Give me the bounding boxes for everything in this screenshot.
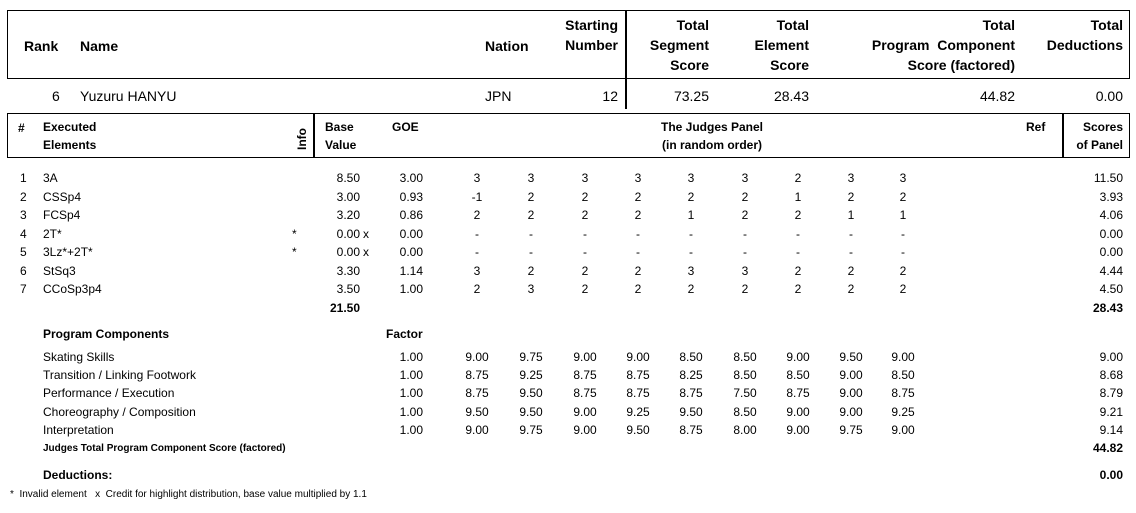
starting-l1: Starting	[565, 17, 618, 33]
judge-score: 8.75	[626, 386, 650, 401]
elements-header-box	[7, 113, 1130, 158]
element-base-value: 0.00	[336, 226, 360, 241]
scores-l1: Scores	[1082, 120, 1123, 134]
judge-score: 8.50	[733, 368, 757, 383]
judge-score: 9.25	[891, 404, 915, 419]
element-panel-score: 4.06	[1099, 208, 1123, 222]
factor-header: Factor	[386, 327, 423, 341]
skater-starting-number: 12	[602, 88, 618, 104]
num-header: #	[18, 121, 25, 135]
judge-score: 9.75	[519, 422, 543, 437]
component-factor: 1.00	[399, 422, 423, 437]
judge-score: 2	[847, 282, 855, 296]
element-base-value: 3.30	[336, 263, 360, 278]
judge-score: 9.00	[786, 350, 810, 364]
skater-nation: JPN	[485, 88, 512, 104]
judge-score: 2	[581, 282, 589, 296]
judge-score: 3	[687, 263, 695, 278]
element-bonus-marker: x	[363, 226, 369, 241]
element-goe: 3.00	[399, 171, 423, 185]
starting-l2: Number	[565, 37, 618, 53]
pcs-l3: Score (factored)	[907, 57, 1015, 73]
component-panel-score: 9.00	[1099, 350, 1123, 364]
judge-score: 3	[473, 263, 481, 278]
judge-score: 8.50	[891, 368, 915, 383]
component-name: Performance / Execution	[43, 386, 175, 401]
judge-score: 2	[899, 263, 907, 278]
element-name: StSq3	[43, 263, 76, 278]
element-base-value: 3.00	[336, 189, 360, 204]
judge-score: 9.00	[465, 350, 489, 364]
judge-score: 3	[741, 171, 749, 185]
component-factor: 1.00	[399, 386, 423, 401]
judge-score: 9.25	[626, 404, 650, 419]
tes-l3: Score	[770, 57, 809, 73]
base-l1: Base	[325, 120, 354, 134]
judge-score: 2	[634, 263, 642, 278]
element-name: 3Lz*+2T*	[43, 245, 93, 259]
component-panel-score: 8.68	[1099, 368, 1123, 383]
judge-score: -	[636, 226, 640, 241]
element-number: 7	[20, 282, 27, 296]
element-base-value: 3.20	[336, 208, 360, 222]
component-panel-score: 8.79	[1099, 386, 1123, 401]
element-goe: 0.86	[399, 208, 423, 222]
components-title: Program Components	[43, 327, 170, 341]
element-bonus-marker: x	[363, 245, 369, 259]
base-value-header	[325, 118, 356, 154]
scores-of-panel-header	[1064, 118, 1123, 154]
element-number: 3	[20, 208, 27, 222]
judge-score: -	[796, 245, 800, 259]
judge-score: 2	[473, 282, 481, 296]
element-name: CCoSp3p4	[43, 282, 102, 296]
judges-panel-header	[612, 118, 812, 154]
tes-l1: Total	[776, 17, 809, 33]
judge-score: 8.75	[465, 386, 489, 401]
judge-score: 8.50	[733, 404, 757, 419]
judge-score: 2	[741, 189, 749, 204]
judge-score: 3	[473, 171, 481, 185]
judge-score: 8.75	[679, 422, 703, 437]
deductions-label: Deductions:	[43, 468, 113, 482]
judge-score: -1	[471, 189, 483, 204]
judge-score: 9.00	[839, 368, 863, 383]
judge-score: 2	[527, 189, 535, 204]
judge-score: 2	[581, 263, 589, 278]
element-number: 6	[20, 263, 27, 278]
judge-score: -	[849, 226, 853, 241]
judge-score: -	[529, 245, 533, 259]
skater-element-score: 28.43	[773, 88, 809, 104]
element-score-header	[730, 15, 809, 75]
judge-score: -	[796, 226, 800, 241]
component-factor: 1.00	[399, 350, 423, 364]
judge-score: 8.75	[679, 386, 703, 401]
judge-score: 3	[527, 171, 535, 185]
component-panel-score: 9.14	[1099, 422, 1123, 437]
judge-score: 1	[899, 208, 907, 222]
judge-score: 2	[847, 189, 855, 204]
rank-header: Rank	[24, 38, 59, 54]
judge-score: 9.50	[679, 404, 703, 419]
judge-score: 2	[741, 208, 749, 222]
segment-score-header	[630, 15, 709, 75]
judge-score: -	[475, 245, 479, 259]
judge-score: 9.00	[891, 422, 915, 437]
judge-score: 9.00	[573, 350, 597, 364]
skater-deductions: 0.00	[1095, 88, 1123, 104]
component-name: Choreography / Composition	[43, 404, 196, 419]
element-number: 1	[20, 171, 27, 185]
element-info: *	[292, 245, 297, 259]
judge-score: 2	[527, 263, 535, 278]
elements-score-total: 28.43	[1092, 301, 1123, 315]
judge-score: 9.25	[519, 368, 543, 383]
element-goe: 1.14	[399, 263, 423, 278]
component-factor: 1.00	[399, 368, 423, 383]
judge-score: 2	[687, 282, 695, 296]
pcs-l1: Total	[982, 17, 1015, 33]
judge-score: 8.25	[679, 368, 703, 383]
judge-score: 8.75	[626, 368, 650, 383]
deductions-value: 0.00	[1099, 468, 1123, 482]
component-name: Interpretation	[43, 422, 114, 437]
element-panel-score: 4.50	[1099, 282, 1123, 296]
judge-score: 2	[634, 282, 642, 296]
elements-base-total: 21.50	[329, 301, 360, 315]
element-goe: 1.00	[399, 282, 423, 296]
goe-header: GOE	[392, 120, 419, 134]
judge-score: 3	[741, 263, 749, 278]
judge-score: 8.75	[891, 386, 915, 401]
judge-score: -	[901, 226, 905, 241]
element-goe: 0.93	[399, 189, 423, 204]
judge-score: -	[689, 226, 693, 241]
judge-score: 2	[527, 208, 535, 222]
component-panel-score: 9.21	[1099, 404, 1123, 419]
judge-score: 9.50	[519, 386, 543, 401]
judge-score: 2	[794, 208, 802, 222]
executed-l1: Executed	[43, 120, 97, 134]
executed-l2: Elements	[43, 138, 97, 152]
footnote	[10, 488, 367, 502]
element-name: 3A	[43, 171, 58, 185]
judge-score: 9.00	[839, 386, 863, 401]
judge-score: -	[583, 245, 587, 259]
judge-score: 3	[527, 282, 535, 296]
judge-score: 1	[847, 208, 855, 222]
skater-component-score: 44.82	[979, 88, 1015, 104]
element-name: 2T*	[43, 226, 62, 241]
footnote-x-text: Credit for highlight distribution, base value multiplied by 1.1	[105, 489, 367, 500]
judge-score: 2	[847, 263, 855, 278]
element-panel-score: 11.50	[1093, 171, 1123, 185]
nation-header: Nation	[485, 38, 529, 54]
pcs-l2: Program Component	[871, 37, 1015, 53]
judge-score: 2	[687, 189, 695, 204]
executed-elements-header	[43, 118, 96, 154]
judge-score: 2	[899, 282, 907, 296]
element-number: 5	[20, 245, 27, 259]
components-total-label: Judges Total Program Component Score (factored)	[43, 443, 286, 454]
panel-l2: (in random order)	[661, 138, 762, 152]
footnote-x: x	[95, 489, 101, 500]
judge-score: 9.50	[839, 350, 863, 364]
judge-score: 9.50	[626, 422, 650, 437]
footnote-star: *	[10, 489, 14, 500]
judge-score: 2	[634, 189, 642, 204]
component-score-header	[840, 15, 1015, 75]
judge-score: 1	[687, 208, 695, 222]
element-name: CSSp4	[43, 189, 82, 204]
judge-score: 8.75	[573, 386, 597, 401]
judge-score: 3	[581, 171, 589, 185]
judge-score: 3	[847, 171, 855, 185]
judge-score: 2	[794, 171, 802, 185]
base-l2: Value	[325, 138, 357, 152]
skater-segment-score: 73.25	[673, 88, 709, 104]
judge-score: 2	[794, 282, 802, 296]
judge-score: 2	[741, 282, 749, 296]
element-base-value: 3.50	[336, 282, 360, 296]
components-total: 44.82	[1092, 441, 1123, 455]
ded-l1: Total	[1090, 17, 1123, 33]
judge-score: 2	[581, 208, 589, 222]
info-header: Info	[295, 128, 309, 150]
judge-score: 9.00	[786, 422, 810, 437]
element-panel-score: 0.00	[1099, 245, 1123, 259]
judge-score: -	[689, 245, 693, 259]
judge-score: 8.50	[679, 350, 703, 364]
component-factor: 1.00	[399, 404, 423, 419]
judge-score: 9.00	[465, 422, 489, 437]
judge-score: 3	[634, 171, 642, 185]
judge-score: 9.50	[465, 404, 489, 419]
tss-l1: Total	[676, 17, 709, 33]
scores-l2: of Panel	[1076, 138, 1123, 152]
component-name: Transition / Linking Footwork	[43, 368, 196, 383]
name-header: Name	[80, 38, 119, 54]
judge-score: 2	[581, 189, 589, 204]
judge-score: -	[743, 245, 747, 259]
judge-score: 8.50	[786, 368, 810, 383]
judge-score: -	[901, 245, 905, 259]
footnote-star-text: Invalid element	[19, 489, 87, 500]
judge-score: -	[849, 245, 853, 259]
tes-l2: Element	[754, 37, 809, 53]
judge-score: -	[583, 226, 587, 241]
judge-score: -	[475, 226, 479, 241]
ded-l2: Deductions	[1046, 37, 1123, 53]
judge-score: 7.50	[733, 386, 757, 401]
element-base-value: 0.00	[336, 245, 360, 259]
element-panel-score: 3.93	[1099, 189, 1123, 204]
judge-score: 8.75	[573, 368, 597, 383]
element-name: FCSp4	[43, 208, 81, 222]
judge-score: 3	[687, 171, 695, 185]
judge-score: 2	[899, 189, 907, 204]
judge-score: 9.75	[839, 422, 863, 437]
judge-score: 9.00	[786, 404, 810, 419]
judge-score: 1	[794, 189, 802, 204]
element-panel-score: 4.44	[1099, 263, 1123, 278]
element-goe: 0.00	[399, 226, 423, 241]
info-divider	[313, 113, 315, 158]
judge-score: 9.00	[839, 404, 863, 419]
element-goe: 0.00	[399, 245, 423, 259]
judge-score: 9.00	[626, 350, 650, 364]
judge-score: -	[529, 226, 533, 241]
element-panel-score: 0.00	[1099, 226, 1123, 241]
judge-score: 3	[899, 171, 907, 185]
tss-l3: Score	[670, 57, 709, 73]
judge-score: 2	[634, 208, 642, 222]
ref-header: Ref	[1026, 120, 1046, 134]
skater-name: Yuzuru HANYU	[80, 88, 177, 104]
judge-score: 9.75	[519, 350, 543, 364]
element-info: *	[292, 226, 297, 241]
starting-number-header	[540, 15, 618, 55]
judge-score: -	[743, 226, 747, 241]
element-number: 2	[20, 189, 27, 204]
element-number: 4	[20, 226, 27, 241]
judge-score: 9.00	[891, 350, 915, 364]
tss-l2: Segment	[649, 37, 709, 53]
header-divider	[625, 10, 627, 109]
deductions-header	[1030, 15, 1123, 55]
judge-score: 9.50	[519, 404, 543, 419]
skater-rank: 6	[52, 88, 60, 104]
component-name: Skating Skills	[43, 350, 115, 364]
judge-score: 8.75	[786, 386, 810, 401]
judge-score: 8.00	[733, 422, 757, 437]
judge-score: 9.00	[573, 404, 597, 419]
judge-score: 2	[473, 208, 481, 222]
panel-l1: The Judges Panel	[660, 120, 764, 134]
judge-score: -	[636, 245, 640, 259]
element-base-value: 8.50	[336, 171, 360, 185]
judge-score: 8.50	[733, 350, 757, 364]
judge-score: 9.00	[573, 422, 597, 437]
judge-score: 2	[794, 263, 802, 278]
judge-score: 8.75	[465, 368, 489, 383]
